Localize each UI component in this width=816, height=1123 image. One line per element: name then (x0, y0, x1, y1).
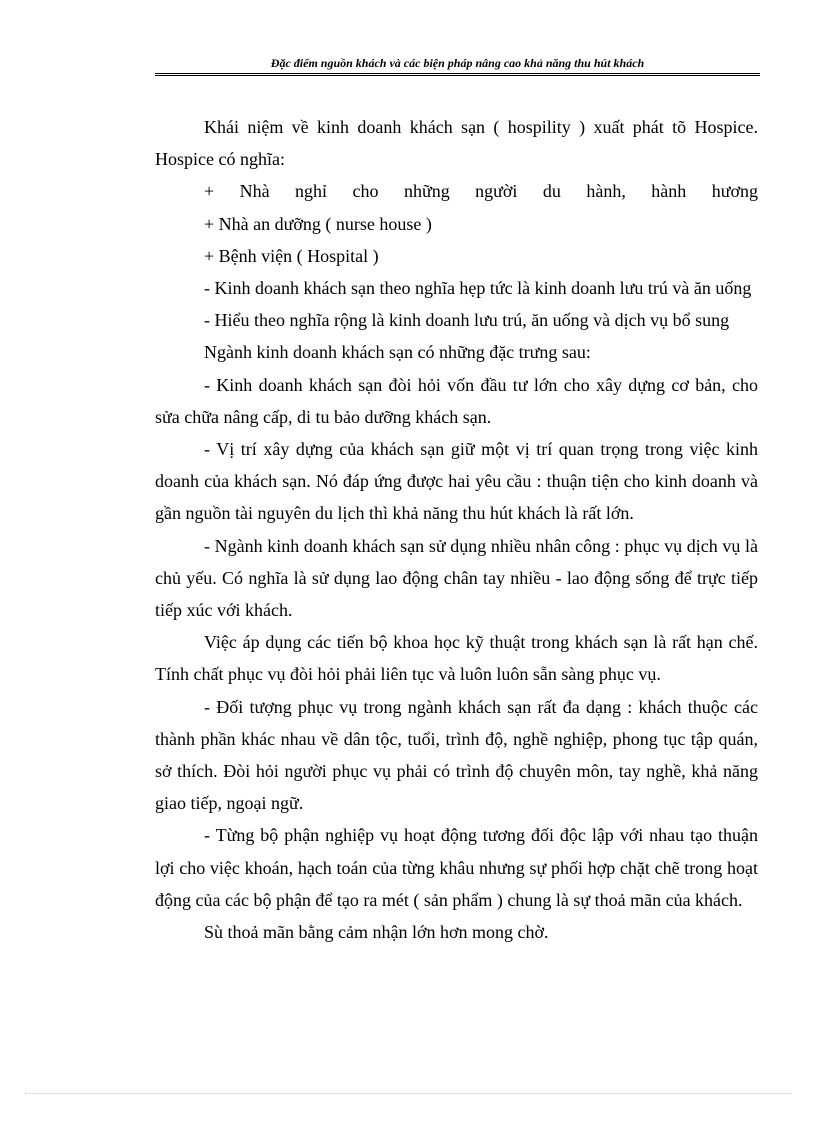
list-item-plus: + Nhà nghỉ cho những người du hành, hành hương (204, 181, 758, 202)
paragraph-dash: - Từng bộ phận nghiệp vụ hoạt động tương đối độc lập với nhau tạo thuận lợi cho việc khoán, hạch toán của từng khâu nhưng sự phối hợp chặt chẽ trong hoạt động của các bộ phận để tạo ra mét ( sản phẩm ) chung là sự thoả mãn của khách. (155, 825, 758, 910)
running-header: Đặc điểm nguồn khách và các biện pháp nâng cao khả năng thu hút khách (270, 56, 645, 70)
list-item-plus: + Nhà an dưỡng ( nurse house ) (204, 213, 432, 234)
paragraph-dash: - Ngành kinh doanh khách sạn sử dụng nhiều nhân công : phục vụ dịch vụ là chủ yếu. Có nghĩa là sử dụng lao động chân tay nhiều - lao động sống để trực tiếp tiếp xúc với khách. (155, 535, 758, 621)
paragraph-intro: Khái niệm về kinh doanh khách sạn ( hospility ) xuất phát tõ Hospice. Hospice có nghĩa: (155, 117, 758, 170)
paragraph: Việc áp dụng các tiến bộ khoa học kỹ thuật trong khách sạn là rất hạn chế. Tính chất phục vụ đòi hỏi phải liên tục và luôn luôn sẵn sàng phục vụ. (155, 632, 758, 685)
paragraph-dash: - Kinh doanh khách sạn đòi hỏi vốn đầu tư lớn cho xây dựng cơ bản, cho sửa chữa nâng cấp, di tu bảo dưỡng khách sạn. (155, 374, 758, 427)
paragraph-dash: - Kinh doanh khách sạn theo nghĩa hẹp tức là kinh doanh lưu trú và ăn uống (204, 278, 752, 299)
header-rule-double (155, 75, 760, 76)
header-rule (155, 73, 760, 74)
list-item-plus: + Bệnh viện ( Hospital ) (204, 245, 379, 266)
paragraph-dash: - Vị trí xây dựng của khách sạn giữ một vị trí quan trọng trong việc kinh doanh của khách sạn. Nó đáp ứng được hai yêu cầu : thuận tiện cho kinh doanh và gần nguồn tài nguyên du lịch thì khả năng thu hút khách là rất lớn. (155, 439, 758, 524)
paragraph-closing: Sù thoả mãn bằng cảm nhận lớn hơn mong chờ. (204, 922, 549, 943)
page-bottom-rule (25, 1093, 791, 1094)
paragraph-dash: - Đối tượng phục vụ trong ngành khách sạn rất đa dạng : khách thuộc các thành phần khác nhau về dân tộc, tuổi, trình độ, nghề nghiệp, phong tục tập quán, sở thích. Đòi hỏi người phục vụ phải có trình độ chuyên môn, tay nghề, khả năng giao tiếp, ngoại ngữ. (155, 696, 758, 814)
paragraph-dash: - Hiểu theo nghĩa rộng là kinh doanh lưu trú, ăn uống và dịch vụ bổ sung (204, 310, 730, 331)
document-body (155, 111, 758, 948)
paragraph: Ngành kinh doanh khách sạn có những đặc trưng sau: (204, 342, 591, 363)
